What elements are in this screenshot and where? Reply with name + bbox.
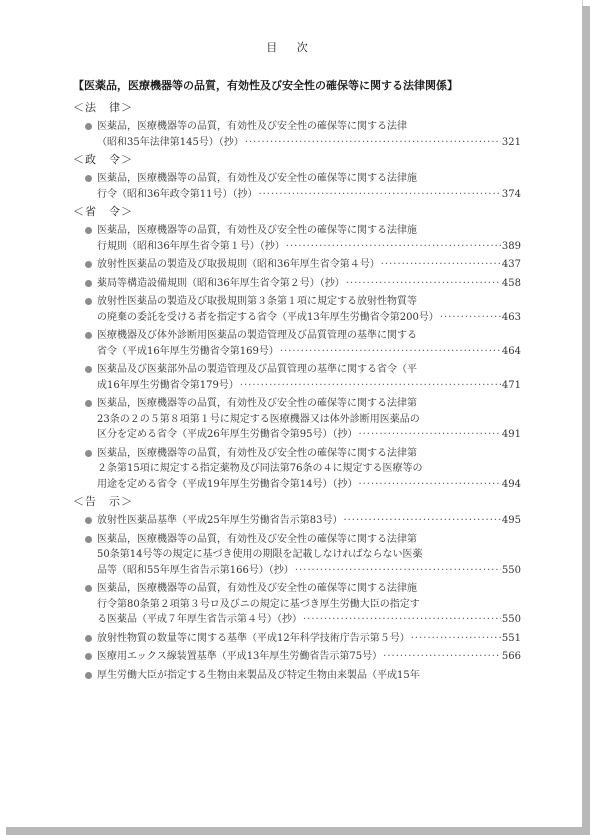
bullet-icon	[85, 123, 92, 130]
dot-leader	[440, 310, 501, 326]
bullet-icon	[85, 536, 92, 543]
toc-content	[73, 78, 521, 683]
toc-entry[interactable]: 放射性医薬品の製造及び取扱規則第３条第１項に規定する放射性物質等 の廃棄の委託を受ける者を指定する省令（平成13年厚生労働省令第200号） ····· 463	[73, 294, 521, 325]
dot-leader	[383, 649, 501, 665]
bullet-icon	[85, 227, 92, 234]
category-law: ＜法 律＞	[73, 101, 133, 114]
dot-leader	[346, 276, 501, 292]
page-number: 551	[501, 632, 521, 644]
bullet-icon	[85, 400, 92, 407]
dot-leader	[358, 427, 500, 443]
bullet-icon	[85, 261, 92, 268]
toc-entry[interactable]: 放射性物質の数量等に関する基準（平成12年科学技術庁告示第５号） ····· 551	[73, 631, 521, 647]
page-shadow-bottom	[6, 827, 590, 835]
toc-entry[interactable]: 厚生労働大臣が指定する生物由来製品及び特定生物由来製品（平成15年	[73, 668, 521, 684]
dot-leader	[343, 513, 500, 529]
page-title: 目 次	[266, 41, 316, 54]
page-number: 463	[501, 311, 521, 323]
dot-leader	[303, 612, 501, 628]
bullet-icon	[85, 366, 92, 373]
page-number: 471	[501, 379, 521, 391]
toc-entry[interactable]: 医薬品，医療機器等の品質，有効性及び安全性の確保等に関する法律第 50条第14号等の規定に基づき使用の期限を記載しなければならない医薬 品等（昭和55年厚生省告示第166号）（抄） ····· 550	[73, 532, 521, 579]
dot-leader	[381, 257, 501, 273]
page-number: 464	[501, 345, 521, 357]
bullet-icon	[85, 517, 92, 524]
category-notification: ＜告 示＞	[73, 495, 133, 508]
page-number: 550	[501, 564, 521, 576]
bullet-icon	[85, 635, 92, 642]
toc-entry[interactable]: 医薬品，医療機器等の品質，有効性及び安全性の確保等に関する法律 （昭和35年法律第145号）（抄） ····· 321	[73, 119, 521, 150]
dot-leader	[295, 563, 501, 579]
toc-entry[interactable]: 医薬品，医療機器等の品質，有効性及び安全性の確保等に関する法律施 行令第80条第２項第３号ロ及びニの規定に基づき厚生労働大臣の指定す る医薬品（平成７年厚生省告示第４号）（抄） ····· 550	[73, 581, 521, 628]
toc-entry[interactable]: 医薬品，医療機器等の品質，有効性及び安全性の確保等に関する法律施 行規則（昭和36年厚生省令第１号）（抄） ····· 389	[73, 223, 521, 254]
page-number: 389	[501, 240, 521, 252]
bullet-icon	[85, 280, 92, 287]
bullet-icon	[85, 585, 92, 592]
section-header: 【医薬品，医療機器等の品質，有効性及び安全性の確保等に関する法律関係】	[73, 79, 458, 92]
page-number: 550	[501, 614, 521, 625]
bullet-icon	[85, 450, 92, 457]
dot-leader	[240, 378, 501, 394]
dot-leader	[358, 477, 500, 493]
dot-leader	[286, 239, 501, 255]
bullet-icon	[85, 653, 92, 660]
toc-entry[interactable]: 医療用エックス線装置基準（平成13年厚生労働省告示第75号） ····· 566	[73, 649, 521, 665]
toc-entry[interactable]: 医薬品，医療機器等の品質，有効性及び安全性の確保等に関する法律第 ２条第15項に規定する指定薬物及び同法第76条の４に規定する医療等の 用途を定める省令（平成19年厚生労働省令第14号）（抄） ····· 494	[73, 446, 521, 493]
category-ministerial-ordinance: ＜省 令＞	[73, 205, 133, 218]
page-shadow-right	[582, 6, 590, 835]
dot-leader	[245, 135, 501, 151]
page-number: 494	[501, 478, 521, 490]
category-cabinet-order: ＜政 令＞	[73, 153, 133, 166]
page-number: 321	[501, 136, 521, 148]
dot-leader	[411, 631, 501, 647]
bullet-icon	[85, 175, 92, 182]
toc-entry[interactable]: 薬局等構造設備規則（昭和36年厚生省令第２号）（抄） ····· 458	[73, 276, 521, 292]
page-number: 437	[501, 259, 521, 270]
page-number: 374	[501, 188, 521, 200]
toc-entry[interactable]: 医薬品及び医薬部外品の製造管理及び品質管理の基準に関する省令（平 成16年厚生労働省令第179号） ····· 471	[73, 362, 521, 393]
page-number: 491	[501, 429, 521, 440]
toc-entry[interactable]: 医薬品，医療機器等の品質，有効性及び安全性の確保等に関する法律第 23条の２の５第８項第１号に規定する医療機器又は体外診断用医薬品の 区分を定める省令（平成26年厚生労働省令第95号）（抄） ····· 491	[73, 396, 521, 443]
page-number: 495	[501, 515, 521, 526]
toc-entry[interactable]: 放射性医薬品の製造及び取扱規則（昭和36年厚生省令第４号） ····· 437	[73, 257, 521, 273]
page-number: 458	[501, 277, 521, 289]
bullet-icon	[85, 672, 92, 679]
dot-leader	[280, 344, 501, 360]
toc-entry[interactable]: 医薬品，医療機器等の品質，有効性及び安全性の確保等に関する法律施 行令（昭和36年政令第11号）（抄） ····· 374	[73, 171, 521, 202]
page-number: 566	[501, 651, 521, 662]
dot-leader	[258, 187, 500, 203]
bullet-icon	[85, 332, 92, 339]
toc-entry[interactable]: 医療機器及び体外診断用医薬品の製造管理及び品質管理の基準に関する 省令（平成16年厚生労働省令第169号） ····· 464	[73, 328, 521, 359]
bullet-icon	[85, 298, 92, 305]
toc-entry[interactable]: 放射性医薬品基準（平成25年厚生労働省告示第83号） ····· 495	[73, 513, 521, 529]
